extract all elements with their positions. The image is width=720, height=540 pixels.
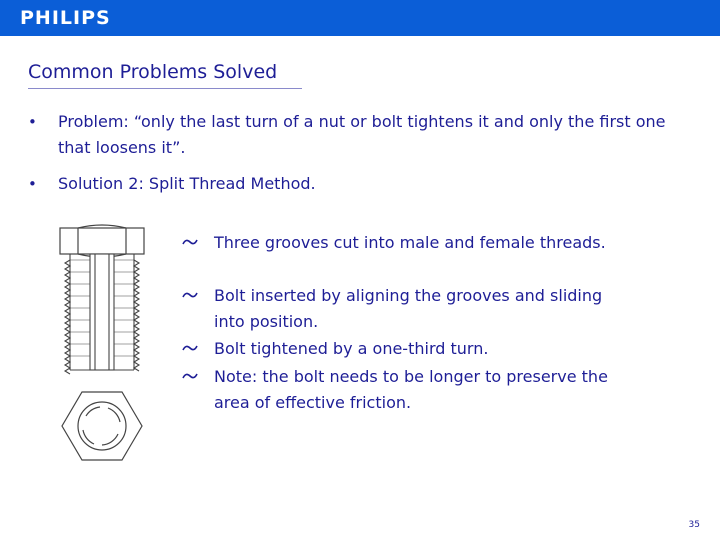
- philips-logo: PHILIPS: [20, 7, 111, 29]
- title-underline: [28, 88, 302, 89]
- wave-bullet-icon: [182, 290, 198, 300]
- slide-title: Common Problems Solved: [28, 61, 278, 83]
- sub-bullet-text: Bolt tightened by a one-third turn.: [214, 339, 489, 358]
- bullet-dot: •: [28, 175, 37, 193]
- split-thread-bolt-illustration: [56, 220, 156, 470]
- wave-bullet-icon: [182, 343, 198, 353]
- bullet-problem: [28, 109, 708, 161]
- bullet-text: Solution 2: Split Thread Method.: [58, 174, 316, 193]
- bolt-shank-icon: [65, 254, 139, 374]
- wave-bullet-icon: [182, 237, 198, 247]
- bolt-head-icon: [60, 225, 144, 257]
- bullet-dot: •: [28, 113, 37, 131]
- sub-bullet-text: Bolt inserted by aligning the grooves and sliding into position.: [214, 286, 603, 331]
- wave-bullet-icon: [182, 371, 198, 381]
- bullet-solution: [28, 171, 708, 197]
- page-number: 35: [688, 520, 700, 530]
- header-bar: [0, 0, 720, 36]
- sub-bullet-text: Note: the bolt needs to be longer to preserve the area of effective friction.: [214, 367, 608, 412]
- bullet-text: Problem: “only the last turn of a nut or bolt tightens it and only the first one that loosens it”.: [58, 112, 666, 157]
- sub-bullet-text: Three grooves cut into male and female threads.: [214, 233, 606, 252]
- split-nut-icon: [62, 392, 142, 460]
